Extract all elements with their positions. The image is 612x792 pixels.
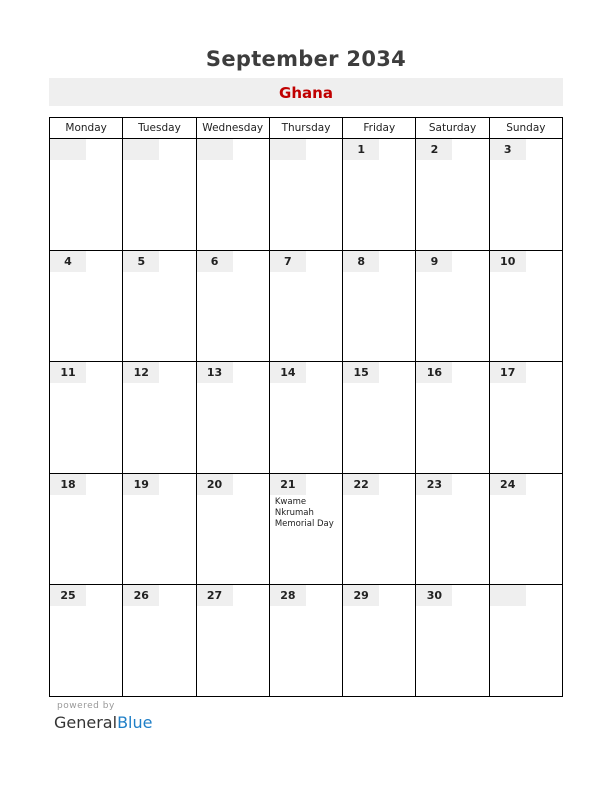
weekday-header: Sunday xyxy=(490,118,563,139)
day-number: 26 xyxy=(123,585,159,606)
holiday-label: Kwame Nkrumah Memorial Day xyxy=(274,496,334,529)
day-number: 23 xyxy=(416,474,452,495)
day-number: 2 xyxy=(416,139,452,160)
day-cell xyxy=(50,251,123,363)
brand-name-part1: General xyxy=(54,713,118,732)
weekday-header: Saturday xyxy=(416,118,489,139)
day-number xyxy=(197,139,233,160)
day-cell xyxy=(490,362,563,474)
brand-name-part2: Blue xyxy=(117,713,153,732)
day-cell xyxy=(490,251,563,363)
day-cell xyxy=(197,474,270,586)
day-cell xyxy=(490,139,563,251)
day-cell xyxy=(490,585,563,697)
day-number: 17 xyxy=(490,362,526,383)
day-number: 12 xyxy=(123,362,159,383)
day-number: 13 xyxy=(197,362,233,383)
weekday-header: Thursday xyxy=(270,118,343,139)
weekday-header: Monday xyxy=(50,118,123,139)
day-cell xyxy=(270,585,343,697)
day-number: 3 xyxy=(490,139,526,160)
day-cell xyxy=(343,362,416,474)
day-cell xyxy=(123,139,196,251)
day-cell xyxy=(343,139,416,251)
day-cell xyxy=(270,474,343,586)
day-number: 18 xyxy=(50,474,86,495)
day-cell xyxy=(50,139,123,251)
weekday-header: Tuesday xyxy=(123,118,196,139)
day-number xyxy=(270,139,306,160)
day-number: 24 xyxy=(490,474,526,495)
day-number: 28 xyxy=(270,585,306,606)
weekday-header: Friday xyxy=(343,118,416,139)
day-number: 19 xyxy=(123,474,159,495)
day-number xyxy=(123,139,159,160)
day-cell xyxy=(123,585,196,697)
weekday-header: Wednesday xyxy=(197,118,270,139)
day-cell xyxy=(50,474,123,586)
day-cell xyxy=(197,139,270,251)
day-number: 10 xyxy=(490,251,526,272)
day-cell xyxy=(50,585,123,697)
day-cell xyxy=(123,362,196,474)
day-number: 11 xyxy=(50,362,86,383)
day-cell xyxy=(197,251,270,363)
day-cell xyxy=(123,251,196,363)
day-cell xyxy=(197,585,270,697)
day-number: 1 xyxy=(343,139,379,160)
country-name: Ghana xyxy=(279,84,333,102)
country-banner xyxy=(49,78,563,106)
day-cell xyxy=(270,139,343,251)
day-cell xyxy=(490,474,563,586)
day-number: 21 xyxy=(270,474,306,495)
day-number xyxy=(490,585,526,606)
day-number xyxy=(50,139,86,160)
day-cell xyxy=(416,139,489,251)
day-number: 5 xyxy=(123,251,159,272)
day-number: 27 xyxy=(197,585,233,606)
day-number: 22 xyxy=(343,474,379,495)
day-number: 29 xyxy=(343,585,379,606)
day-cell xyxy=(270,251,343,363)
day-cell xyxy=(343,585,416,697)
powered-by-label: powered by xyxy=(57,701,115,711)
calendar-title: September 2034 xyxy=(205,47,407,71)
day-number: 7 xyxy=(270,251,306,272)
day-cell xyxy=(343,251,416,363)
day-cell xyxy=(270,362,343,474)
calendar-grid xyxy=(49,117,563,697)
day-number: 14 xyxy=(270,362,306,383)
brand-logo[interactable] xyxy=(54,713,152,732)
day-cell xyxy=(416,251,489,363)
day-number: 20 xyxy=(197,474,233,495)
day-number: 16 xyxy=(416,362,452,383)
day-number: 15 xyxy=(343,362,379,383)
day-number: 4 xyxy=(50,251,86,272)
day-cell xyxy=(123,474,196,586)
day-number: 25 xyxy=(50,585,86,606)
day-number: 8 xyxy=(343,251,379,272)
day-cell xyxy=(50,362,123,474)
day-number: 6 xyxy=(197,251,233,272)
day-cell xyxy=(416,362,489,474)
day-cell xyxy=(343,474,416,586)
day-cell xyxy=(416,585,489,697)
day-number: 30 xyxy=(416,585,452,606)
day-cell xyxy=(416,474,489,586)
day-number: 9 xyxy=(416,251,452,272)
day-cell xyxy=(197,362,270,474)
